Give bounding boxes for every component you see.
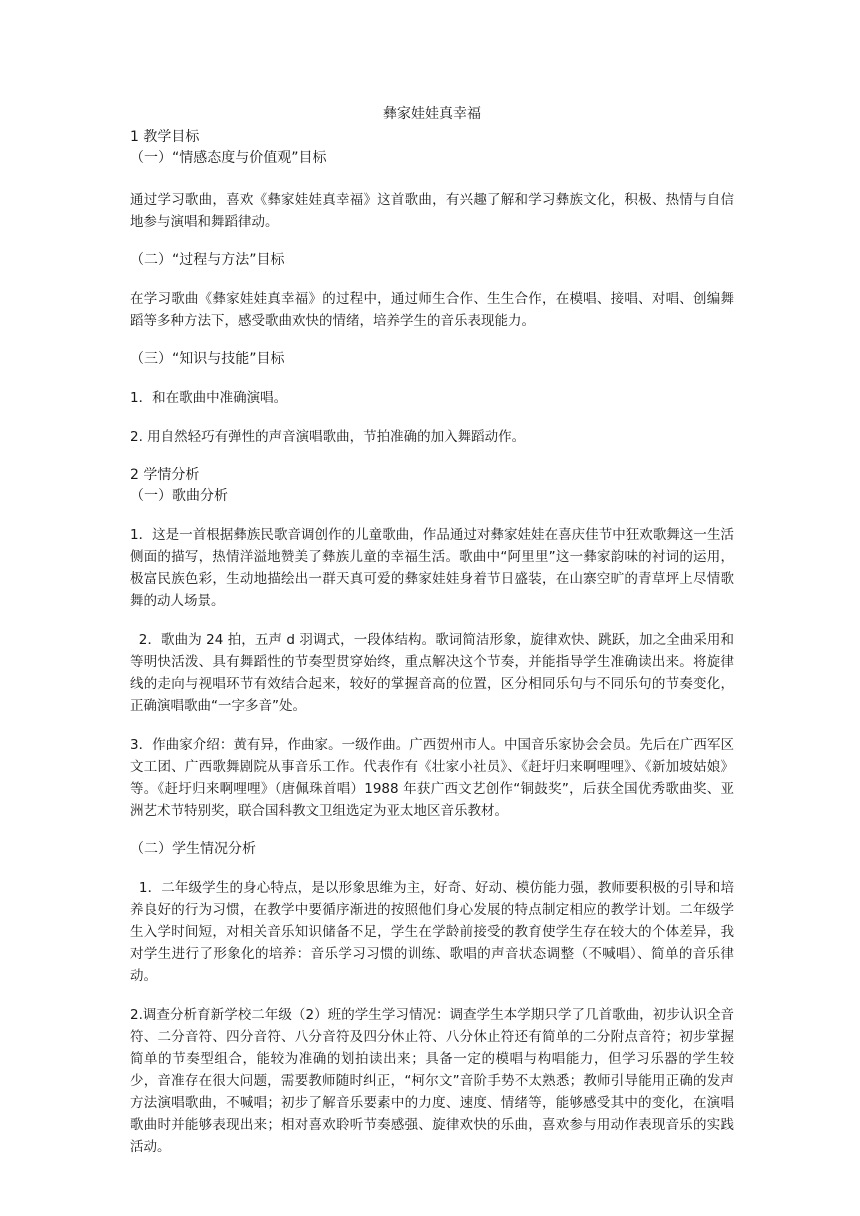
paragraph-song-analysis-2: 2．歌曲为 24 拍，五声 d 羽调式，一段体结构。歌词简洁形象，旋律欢快、跳跃，加之全曲采用和等明快活泼、具有舞蹈性的节奏型贯穿始终，重点解决这个节奏，并能指导学生准确读出来。将旋律线的走向与视唱环节有效结合起来，较好的掌握音高的位置，区分相同乐句与不同乐句的节奏变化，正确演唱歌曲“一字多音”处。 — [130, 632, 734, 714]
paragraph-process-goal: 在学习歌曲《彝家娃娃真幸福》的过程中，通过师生合作、生生合作，在模唱、接唱、对唱、创编舞蹈等多种方法下，感受歌曲欢快的情绪，培养学生的音乐表现能力。 — [130, 291, 734, 329]
paragraph-student-analysis-1: 1．二年级学生的身心特点，是以形象思维为主，好奇、好动、模仿能力强，教师要积极的引导和培养良好的行为习惯，在教学中要循序渐进的按照他们身心发展的特点制定相应的教学计划。二年级学生入学时间短，对相关音乐知识储备不足，学生在学龄前接受的教育使学生存在较大的个体差异，我对学生进行了形象化的培养：音乐学习习惯的训练、歌唱的声音状态调整（不喊唱）、简单的音乐律动。 — [130, 880, 734, 984]
subheading-student-analysis: （二）学生情况分析 — [130, 841, 256, 857]
document-title: 彝家娃娃真幸福 — [383, 106, 481, 122]
subheading-skill-goal: （三）“知识与技能”目标 — [130, 351, 285, 367]
paragraph-emotion-goal: 通过学习歌曲，喜欢《彝家娃娃真幸福》这首歌曲，有兴趣了解和学习彝族文化，积极、热情与自信地参与演唱和舞蹈律动。 — [130, 192, 734, 230]
paragraph-song-analysis-1: 1．这是一首根据彝族民歌音调创作的儿童歌曲，作品通过对彝家娃娃在喜庆佳节中狂欢歌舞这一生活侧面的描写，热情洋溢地赞美了彝族儿童的幸福生活。歌曲中“阿里里”这一彝家韵味的衬词的运用，极富民族色彩，生动地描绘出一群天真可爱的彝家娃娃身着节日盛装，在山寨空旷的青草坪上尽情歌舞的动人场景。 — [130, 527, 734, 609]
document-page — [130, 104, 734, 1158]
section-heading-teaching-goals: 1 教学目标 — [130, 129, 200, 145]
subheading-process-goal: （二）“过程与方法”目标 — [130, 252, 285, 268]
subheading-emotion-goal: （一）“情感态度与价值观”目标 — [130, 150, 327, 166]
paragraph-skill-goal-1: 1．和在歌曲中准确演唱。 — [130, 390, 288, 406]
section-heading-learning-analysis: 2 学情分析 — [130, 467, 200, 483]
paragraph-composer-intro: 3．作曲家介绍：黄有异，作曲家。一级作曲。广西贺州市人。中国音乐家协会会员。先后在广西军区文工团、广西歌舞剧院从事音乐工作。代表作有《壮家小社员》、《赶圩归来啊哩哩》、《新加坡姑娘》等。《赶圩归来啊哩哩》（唐佩珠首唱）1988 年获广西文艺创作“铜鼓奖”，后获全国优秀歌曲奖、亚洲艺术节特别奖，联合国科教文卫组选定为亚太地区音乐教材。 — [130, 737, 734, 819]
paragraph-student-analysis-2: 2.调查分析育新学校二年级（2）班的学生学习情况：调查学生本学期只学了几首歌曲，初步认识全音符、二分音符、四分音符、八分音符及四分休止符、八分休止符还有简单的二分附点音符；初步掌握简单的节奏型组合，能较为准确的划拍读出来；具备一定的模唱与构唱能力，但学习乐器的学生较少，音准存在很大问题，需要教师随时纠正，“柯尔文”音阶手势不太熟悉；教师引导能用正确的发声方法演唱歌曲，不喊唱；初步了解音乐要素中的力度、速度、情绪等，能够感受其中的变化，在演唱歌曲时并能够表现出来；相对喜欢聆听节奏感强、旋律欢快的乐曲，喜欢参与用动作表现音乐的实践活动。 — [130, 1007, 734, 1155]
subheading-song-analysis: （一）歌曲分析 — [130, 488, 228, 504]
paragraph-skill-goal-2: 2. 用自然轻巧有弹性的声音演唱歌曲，节拍准确的加入舞蹈动作。 — [130, 429, 526, 445]
